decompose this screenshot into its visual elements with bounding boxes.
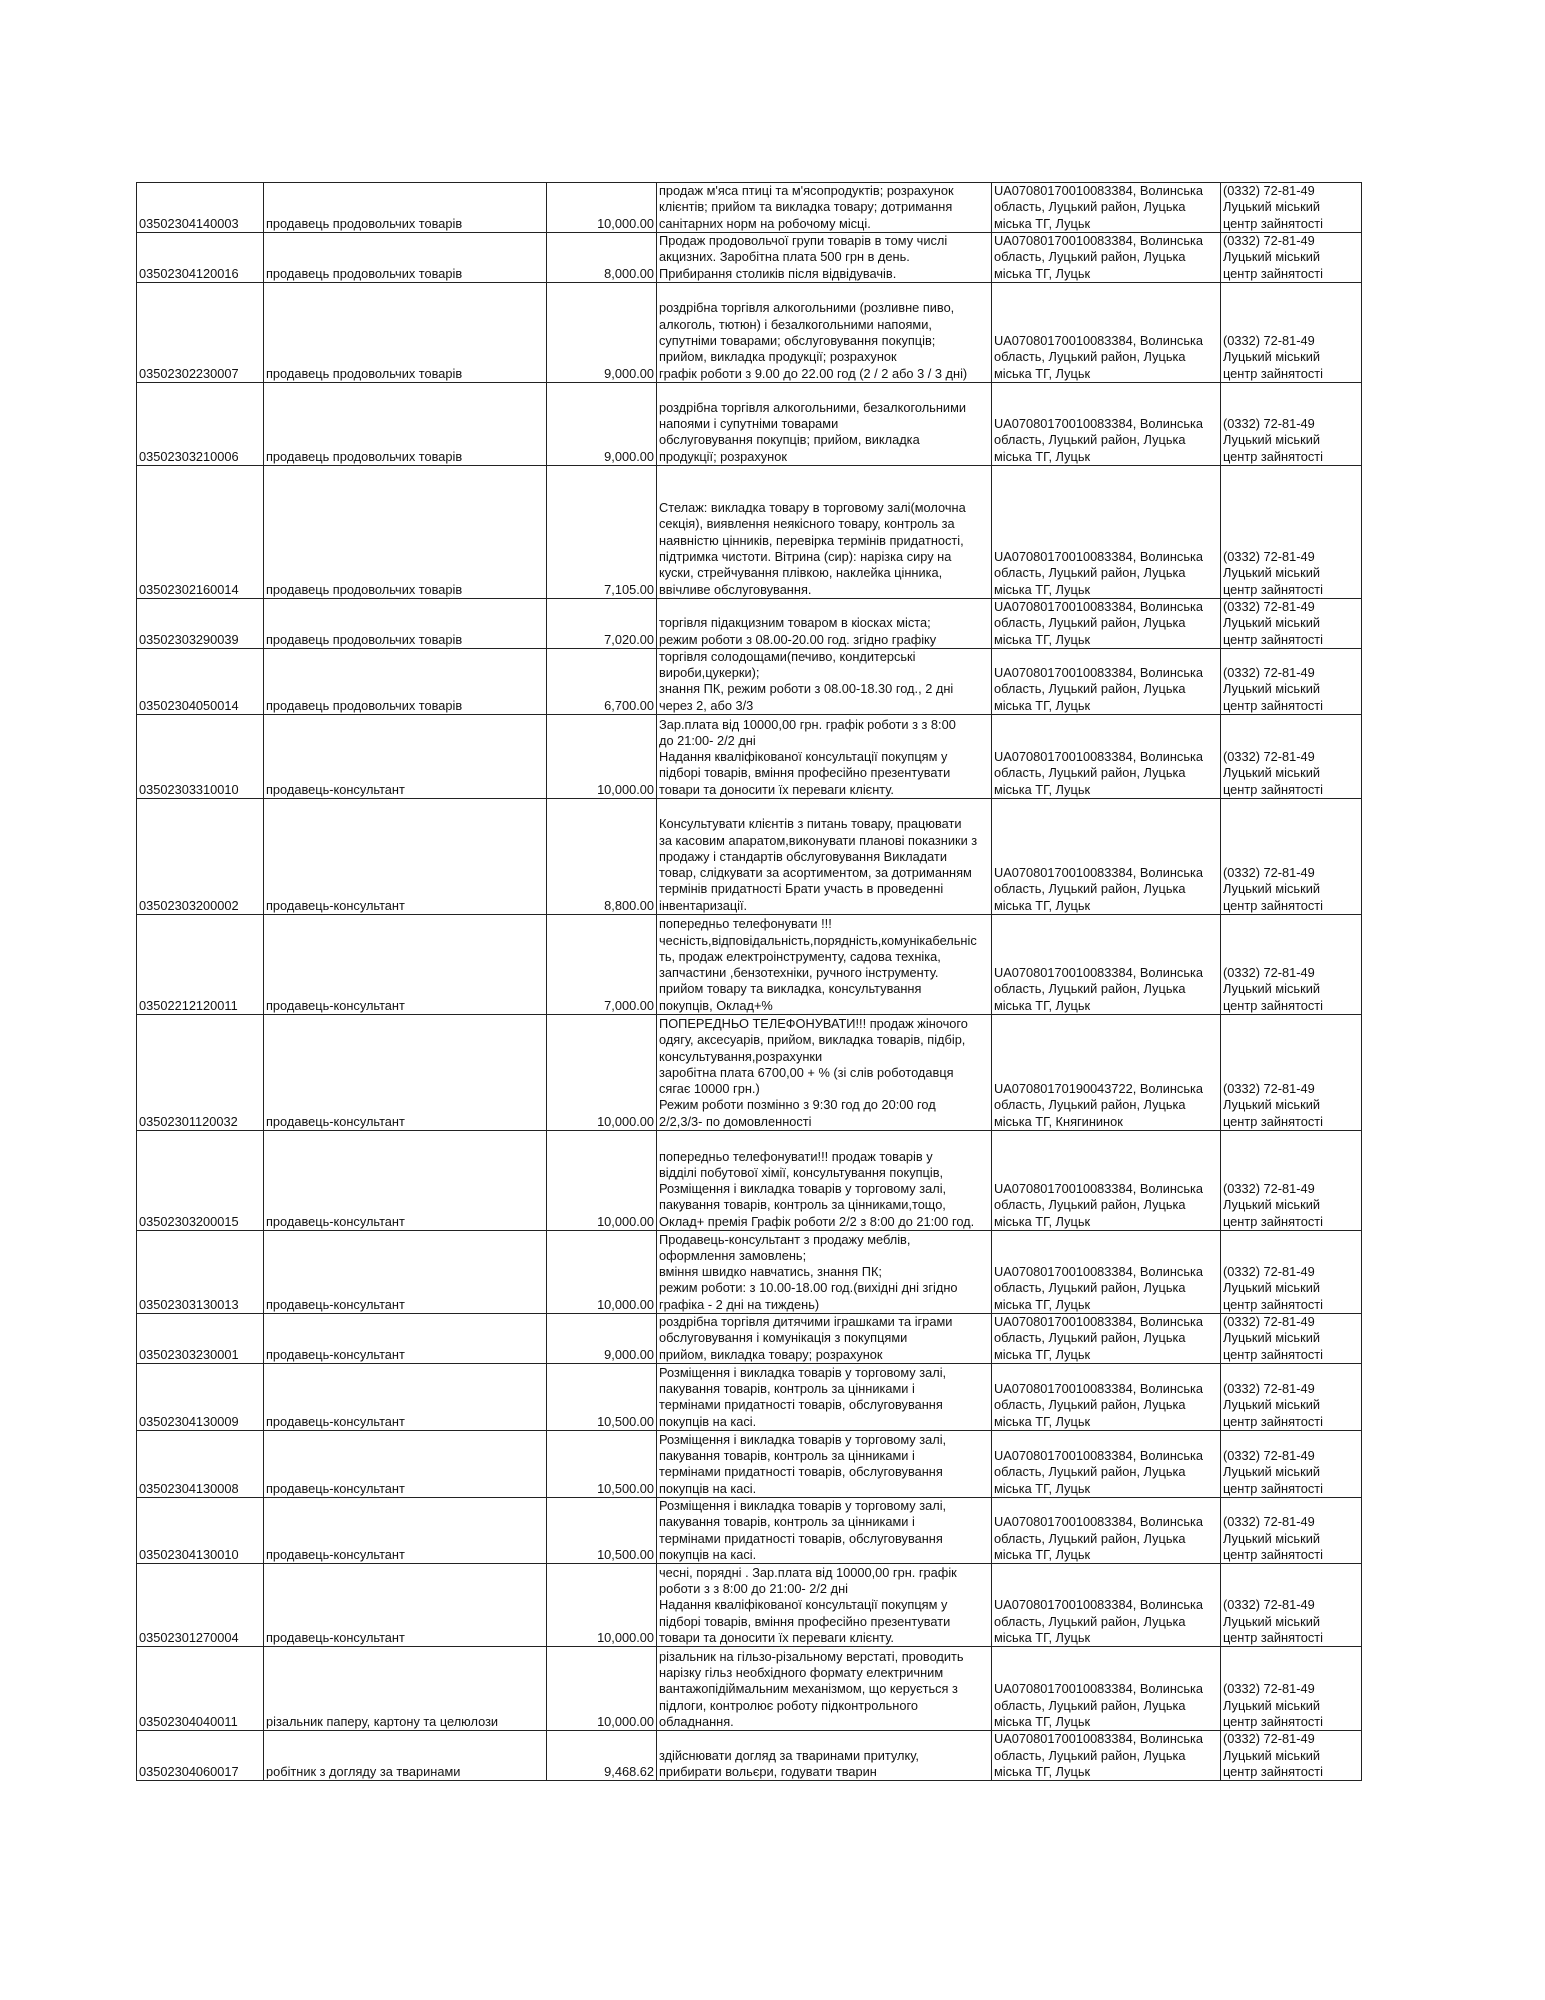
vacancy-table-body xyxy=(137,183,1362,1781)
job-description: Консультувати клієнтів з питань товару, працювати за касовим апаратом,виконувати планові показники з продажу і стандартів обслуговування Викладати товар, слідкувати за асортиментом, за дотриманням термінів придатності Брати участь в проведенні інвентаризації. xyxy=(657,799,992,915)
vacancy-code: 03502303200002 xyxy=(137,799,264,915)
contact-info: (0332) 72-81-49 Луцький міський центр зайнятості xyxy=(1221,1731,1362,1781)
job-description: Стелаж: викладка товару в торговому залі(молочна секція), виявлення неякісного товару, контроль за наявністю цінників, перевірка термінів придатності, підтримка чистоти. Вітрина (сир): нарізка сиру на куски, стрейчування плівкою, наклейка цінника, ввічливе обслуговування. xyxy=(657,465,992,598)
job-description: Продавець-консультант з продажу меблів, оформлення замовлень; вміння швидко навчатись, знання ПК; режим роботи: з 10.00-18.00 год.(вихідні дні згідно графіка - 2 дні на тиждень) xyxy=(657,1231,992,1314)
job-description: продаж м'яса птиці та м'ясопродуктів; розрахунок клієнтів; прийом та викладка товару; дотримання санітарних норм на робочому місці. xyxy=(657,183,992,233)
job-title: продавець-консультант xyxy=(264,1564,547,1647)
vacancy-code: 03502301270004 xyxy=(137,1564,264,1647)
job-description: роздрібна торгівля дитячими іграшками та іграми обслуговування і комунікація з покупцями прийом, викладка товару; розрахунок xyxy=(657,1314,992,1364)
vacancy-code: 03502302230007 xyxy=(137,282,264,382)
contact-info: (0332) 72-81-49 Луцький міський центр зайнятості xyxy=(1221,465,1362,598)
table-row xyxy=(137,1231,1362,1314)
job-description: Розміщення і викладка товарів у торговому залі, пакування товарів, контроль за цінниками і термінами придатності товарів, обслуговування покупців на касі. xyxy=(657,1364,992,1431)
job-title: продавець продовольчих товарів xyxy=(264,183,547,233)
employer-address: UA07080170010083384, Волинська область, Луцький район, Луцька міська ТГ, Луцьк xyxy=(992,282,1221,382)
table-row xyxy=(137,1498,1362,1564)
employer-address: UA07080170010083384, Волинська область, Луцький район, Луцька міська ТГ, Луцьк xyxy=(992,915,1221,1015)
vacancy-table xyxy=(136,182,1362,1781)
vacancy-code: 03502304130009 xyxy=(137,1364,264,1431)
job-description: роздрібна торгівля алкогольними (розливне пиво, алкоголь, тютюн) і безалкогольними напоями, супутніми товарами; обслуговування покупців; прийом, викладка продукції; розрахунок графік роботи з 9.00 до 22.00 год (2 / 2 або 3 / 3 дні) xyxy=(657,282,992,382)
job-title: продавець продовольчих товарів xyxy=(264,232,547,282)
contact-info: (0332) 72-81-49 Луцький міський центр зайнятості xyxy=(1221,1314,1362,1364)
contact-info: (0332) 72-81-49 Луцький міський центр зайнятості xyxy=(1221,282,1362,382)
vacancy-code: 03502303200015 xyxy=(137,1131,264,1231)
employer-address: UA07080170010083384, Волинська область, Луцький район, Луцька міська ТГ, Луцьк xyxy=(992,1131,1221,1231)
contact-info: (0332) 72-81-49 Луцький міський центр зайнятості xyxy=(1221,799,1362,915)
job-title: продавець-консультант xyxy=(264,1364,547,1431)
vacancy-code: 03502304120016 xyxy=(137,232,264,282)
contact-info: (0332) 72-81-49 Луцький міський центр зайнятості xyxy=(1221,915,1362,1015)
job-description: чесні, порядні . Зар.плата від 10000,00 грн. графік роботи з з 8:00 до 21:00- 2/2 дні Надання кваліфікованої консультації покупцям у підборі товарів, вміння професійно презентувати товари та доносити їх переваги клієнту. xyxy=(657,1564,992,1647)
job-description: здійснювати догляд за тваринами притулку, прибирати вольєри, годувати тварин xyxy=(657,1731,992,1781)
table-row xyxy=(137,1647,1362,1731)
salary: 6,700.00 xyxy=(547,648,657,714)
job-description: торгівля солодощами(печиво, кондитерські вироби,цукерки); знання ПК, режим роботи з 08.00-18.30 год., 2 дні через 2, або 3/3 xyxy=(657,648,992,714)
salary: 10,500.00 xyxy=(547,1431,657,1498)
salary: 10,000.00 xyxy=(547,1231,657,1314)
table-row xyxy=(137,1015,1362,1131)
contact-info: (0332) 72-81-49 Луцький міський центр зайнятості xyxy=(1221,183,1362,233)
job-title: продавець продовольчих товарів xyxy=(264,598,547,648)
vacancy-code: 03502303210006 xyxy=(137,382,264,465)
contact-info: (0332) 72-81-49 Луцький міський центр зайнятості xyxy=(1221,1231,1362,1314)
salary: 10,000.00 xyxy=(547,183,657,233)
employer-address: UA07080170010083384, Волинська область, Луцький район, Луцька міська ТГ, Луцьк xyxy=(992,1498,1221,1564)
job-title: продавець-консультант xyxy=(264,1131,547,1231)
employer-address: UA07080170010083384, Волинська область, Луцький район, Луцька міська ТГ, Луцьк xyxy=(992,1364,1221,1431)
job-title: продавець-консультант xyxy=(264,1498,547,1564)
contact-info: (0332) 72-81-49 Луцький міський центр зайнятості xyxy=(1221,1498,1362,1564)
salary: 10,000.00 xyxy=(547,1131,657,1231)
table-row xyxy=(137,648,1362,714)
job-title: продавець продовольчих товарів xyxy=(264,465,547,598)
job-description: попередньо телефонувати!!! продаж товарів у відділі побутової хімії, консультування покупців, Розміщення і викладка товарів у торговому залі, пакування товарів, контроль за цінниками,тощо, Оклад+ премія Графік роботи 2/2 з 8:00 до 21:00 год. xyxy=(657,1131,992,1231)
salary: 10,000.00 xyxy=(547,1564,657,1647)
salary: 10,500.00 xyxy=(547,1364,657,1431)
contact-info: (0332) 72-81-49 Луцький міський центр зайнятості xyxy=(1221,232,1362,282)
job-title: продавець продовольчих товарів xyxy=(264,648,547,714)
salary: 9,468.62 xyxy=(547,1731,657,1781)
employer-address: UA07080170010083384, Волинська область, Луцький район, Луцька міська ТГ, Луцьк xyxy=(992,799,1221,915)
vacancy-code: 03502304130008 xyxy=(137,1431,264,1498)
job-description: роздрібна торгівля алкогольними, безалкогольними напоями і супутніми товарами обслуговування покупців; прийом, викладка продукції; розрахунок xyxy=(657,382,992,465)
employer-address: UA07080170010083384, Волинська область, Луцький район, Луцька міська ТГ, Луцьк xyxy=(992,1647,1221,1731)
job-description: Розміщення і викладка товарів у торговому залі, пакування товарів, контроль за цінниками і термінами придатності товарів, обслуговування покупців на касі. xyxy=(657,1431,992,1498)
salary: 10,000.00 xyxy=(547,1015,657,1131)
employer-address: UA07080170010083384, Волинська область, Луцький район, Луцька міська ТГ, Луцьк xyxy=(992,1314,1221,1364)
job-description: різальник на гільзо-різальному верстаті, проводить нарізку гільз необхідного формату електричним вантажопідіймальним механізмом, що керується з підлоги, контролює роботу підконтрольного обладнання. xyxy=(657,1647,992,1731)
table-row xyxy=(137,1731,1362,1781)
job-title: продавець продовольчих товарів xyxy=(264,282,547,382)
vacancy-code: 03502303230001 xyxy=(137,1314,264,1364)
contact-info: (0332) 72-81-49 Луцький міський центр зайнятості xyxy=(1221,1647,1362,1731)
vacancy-code: 03502212120011 xyxy=(137,915,264,1015)
employer-address: UA07080170010083384, Волинська область, Луцький район, Луцька міська ТГ, Луцьк xyxy=(992,183,1221,233)
job-title: продавець-консультант xyxy=(264,1231,547,1314)
employer-address: UA07080170010083384, Волинська область, Луцький район, Луцька міська ТГ, Луцьк xyxy=(992,648,1221,714)
table-row xyxy=(137,799,1362,915)
employer-address: UA07080170010083384, Волинська область, Луцький район, Луцька міська ТГ, Луцьк xyxy=(992,598,1221,648)
employer-address: UA07080170010083384, Волинська область, Луцький район, Луцька міська ТГ, Луцьк xyxy=(992,232,1221,282)
job-description: Продаж продовольчої групи товарів в тому числі акцизних. Заробітна плата 500 грн в день. Прибирання столиків після відвідувачів. xyxy=(657,232,992,282)
table-row xyxy=(137,232,1362,282)
salary: 10,000.00 xyxy=(547,715,657,799)
vacancy-code: 03502304130010 xyxy=(137,1498,264,1564)
contact-info: (0332) 72-81-49 Луцький міський центр зайнятості xyxy=(1221,382,1362,465)
job-title: продавець-консультант xyxy=(264,915,547,1015)
contact-info: (0332) 72-81-49 Луцький міський центр зайнятості xyxy=(1221,715,1362,799)
salary: 10,500.00 xyxy=(547,1498,657,1564)
salary: 10,000.00 xyxy=(547,1647,657,1731)
job-description: Розміщення і викладка товарів у торговому залі, пакування товарів, контроль за цінниками і термінами придатності товарів, обслуговування покупців на касі. xyxy=(657,1498,992,1564)
job-title: продавець-консультант xyxy=(264,1314,547,1364)
contact-info: (0332) 72-81-49 Луцький міський центр зайнятості xyxy=(1221,598,1362,648)
vacancy-code: 03502304040011 xyxy=(137,1647,264,1731)
contact-info: (0332) 72-81-49 Луцький міський центр зайнятості xyxy=(1221,1431,1362,1498)
table-row xyxy=(137,465,1362,598)
salary: 8,000.00 xyxy=(547,232,657,282)
salary: 7,105.00 xyxy=(547,465,657,598)
employer-address: UA07080170010083384, Волинська область, Луцький район, Луцька міська ТГ, Луцьк xyxy=(992,465,1221,598)
job-title: продавець-консультант xyxy=(264,1015,547,1131)
employer-address: UA07080170010083384, Волинська область, Луцький район, Луцька міська ТГ, Луцьк xyxy=(992,1231,1221,1314)
salary: 9,000.00 xyxy=(547,382,657,465)
employer-address: UA07080170190043722, Волинська область, Луцький район, Луцька міська ТГ, Княгининок xyxy=(992,1015,1221,1131)
job-title: продавець-консультант xyxy=(264,1431,547,1498)
salary: 8,800.00 xyxy=(547,799,657,915)
job-description: торгівля підакцизним товаром в кіосках міста; режим роботи з 08.00-20.00 год. згідно графіку xyxy=(657,598,992,648)
vacancy-code: 03502303290039 xyxy=(137,598,264,648)
salary: 7,000.00 xyxy=(547,915,657,1015)
table-row xyxy=(137,1364,1362,1431)
table-row xyxy=(137,1314,1362,1364)
vacancy-code: 03502302160014 xyxy=(137,465,264,598)
job-title: продавець-консультант xyxy=(264,799,547,915)
table-row xyxy=(137,915,1362,1015)
job-description: попередньо телефонувати !!! чесність,відповідальність,порядність,комунікабельніс ть, продаж електроінструменту, садова техніка, запчастини ,бензотехніки, ручного інструменту. прийом товару та викладка, консультування покупців, Оклад+% xyxy=(657,915,992,1015)
employer-address: UA07080170010083384, Волинська область, Луцький район, Луцька міська ТГ, Луцьк xyxy=(992,715,1221,799)
contact-info: (0332) 72-81-49 Луцький міський центр зайнятості xyxy=(1221,1564,1362,1647)
salary: 9,000.00 xyxy=(547,1314,657,1364)
contact-info: (0332) 72-81-49 Луцький міський центр зайнятості xyxy=(1221,1015,1362,1131)
vacancy-code: 03502303310010 xyxy=(137,715,264,799)
contact-info: (0332) 72-81-49 Луцький міський центр зайнятості xyxy=(1221,1364,1362,1431)
salary: 7,020.00 xyxy=(547,598,657,648)
table-row xyxy=(137,1564,1362,1647)
job-title: продавець-консультант xyxy=(264,715,547,799)
employer-address: UA07080170010083384, Волинська область, Луцький район, Луцька міська ТГ, Луцьк xyxy=(992,1564,1221,1647)
job-description: ПОПЕРЕДНЬО ТЕЛЕФОНУВАТИ!!! продаж жіночого одягу, аксесуарів, прийом, викладка товарів, підбір, консультування,розрахунки заробітна плата 6700,00 + % (зі слів роботодавця сягає 10000 грн.) Режим роботи позмінно з 9:30 год до 20:00 год 2/2,3/3- по домовленності xyxy=(657,1015,992,1131)
vacancy-code: 03502301120032 xyxy=(137,1015,264,1131)
salary: 9,000.00 xyxy=(547,282,657,382)
vacancy-code: 03502304050014 xyxy=(137,648,264,714)
job-description: Зар.плата від 10000,00 грн. графік роботи з з 8:00 до 21:00- 2/2 дні Надання кваліфікованої консультації покупцям у підборі товарів, вміння професійно презентувати товари та доносити їх переваги клієнту. xyxy=(657,715,992,799)
employer-address: UA07080170010083384, Волинська область, Луцький район, Луцька міська ТГ, Луцьк xyxy=(992,382,1221,465)
contact-info: (0332) 72-81-49 Луцький міський центр зайнятості xyxy=(1221,648,1362,714)
job-title: різальник паперу, картону та целюлози xyxy=(264,1647,547,1731)
table-row xyxy=(137,598,1362,648)
employer-address: UA07080170010083384, Волинська область, Луцький район, Луцька міська ТГ, Луцьк xyxy=(992,1431,1221,1498)
contact-info: (0332) 72-81-49 Луцький міський центр зайнятості xyxy=(1221,1131,1362,1231)
table-row xyxy=(137,715,1362,799)
job-title: робітник з догляду за тваринами xyxy=(264,1731,547,1781)
table-row xyxy=(137,1131,1362,1231)
vacancy-code: 03502304060017 xyxy=(137,1731,264,1781)
employer-address: UA07080170010083384, Волинська область, Луцький район, Луцька міська ТГ, Луцьк xyxy=(992,1731,1221,1781)
vacancy-code: 03502303130013 xyxy=(137,1231,264,1314)
vacancy-code: 03502304140003 xyxy=(137,183,264,233)
job-title: продавець продовольчих товарів xyxy=(264,382,547,465)
table-row xyxy=(137,282,1362,382)
table-row xyxy=(137,382,1362,465)
table-row xyxy=(137,183,1362,233)
table-row xyxy=(137,1431,1362,1498)
